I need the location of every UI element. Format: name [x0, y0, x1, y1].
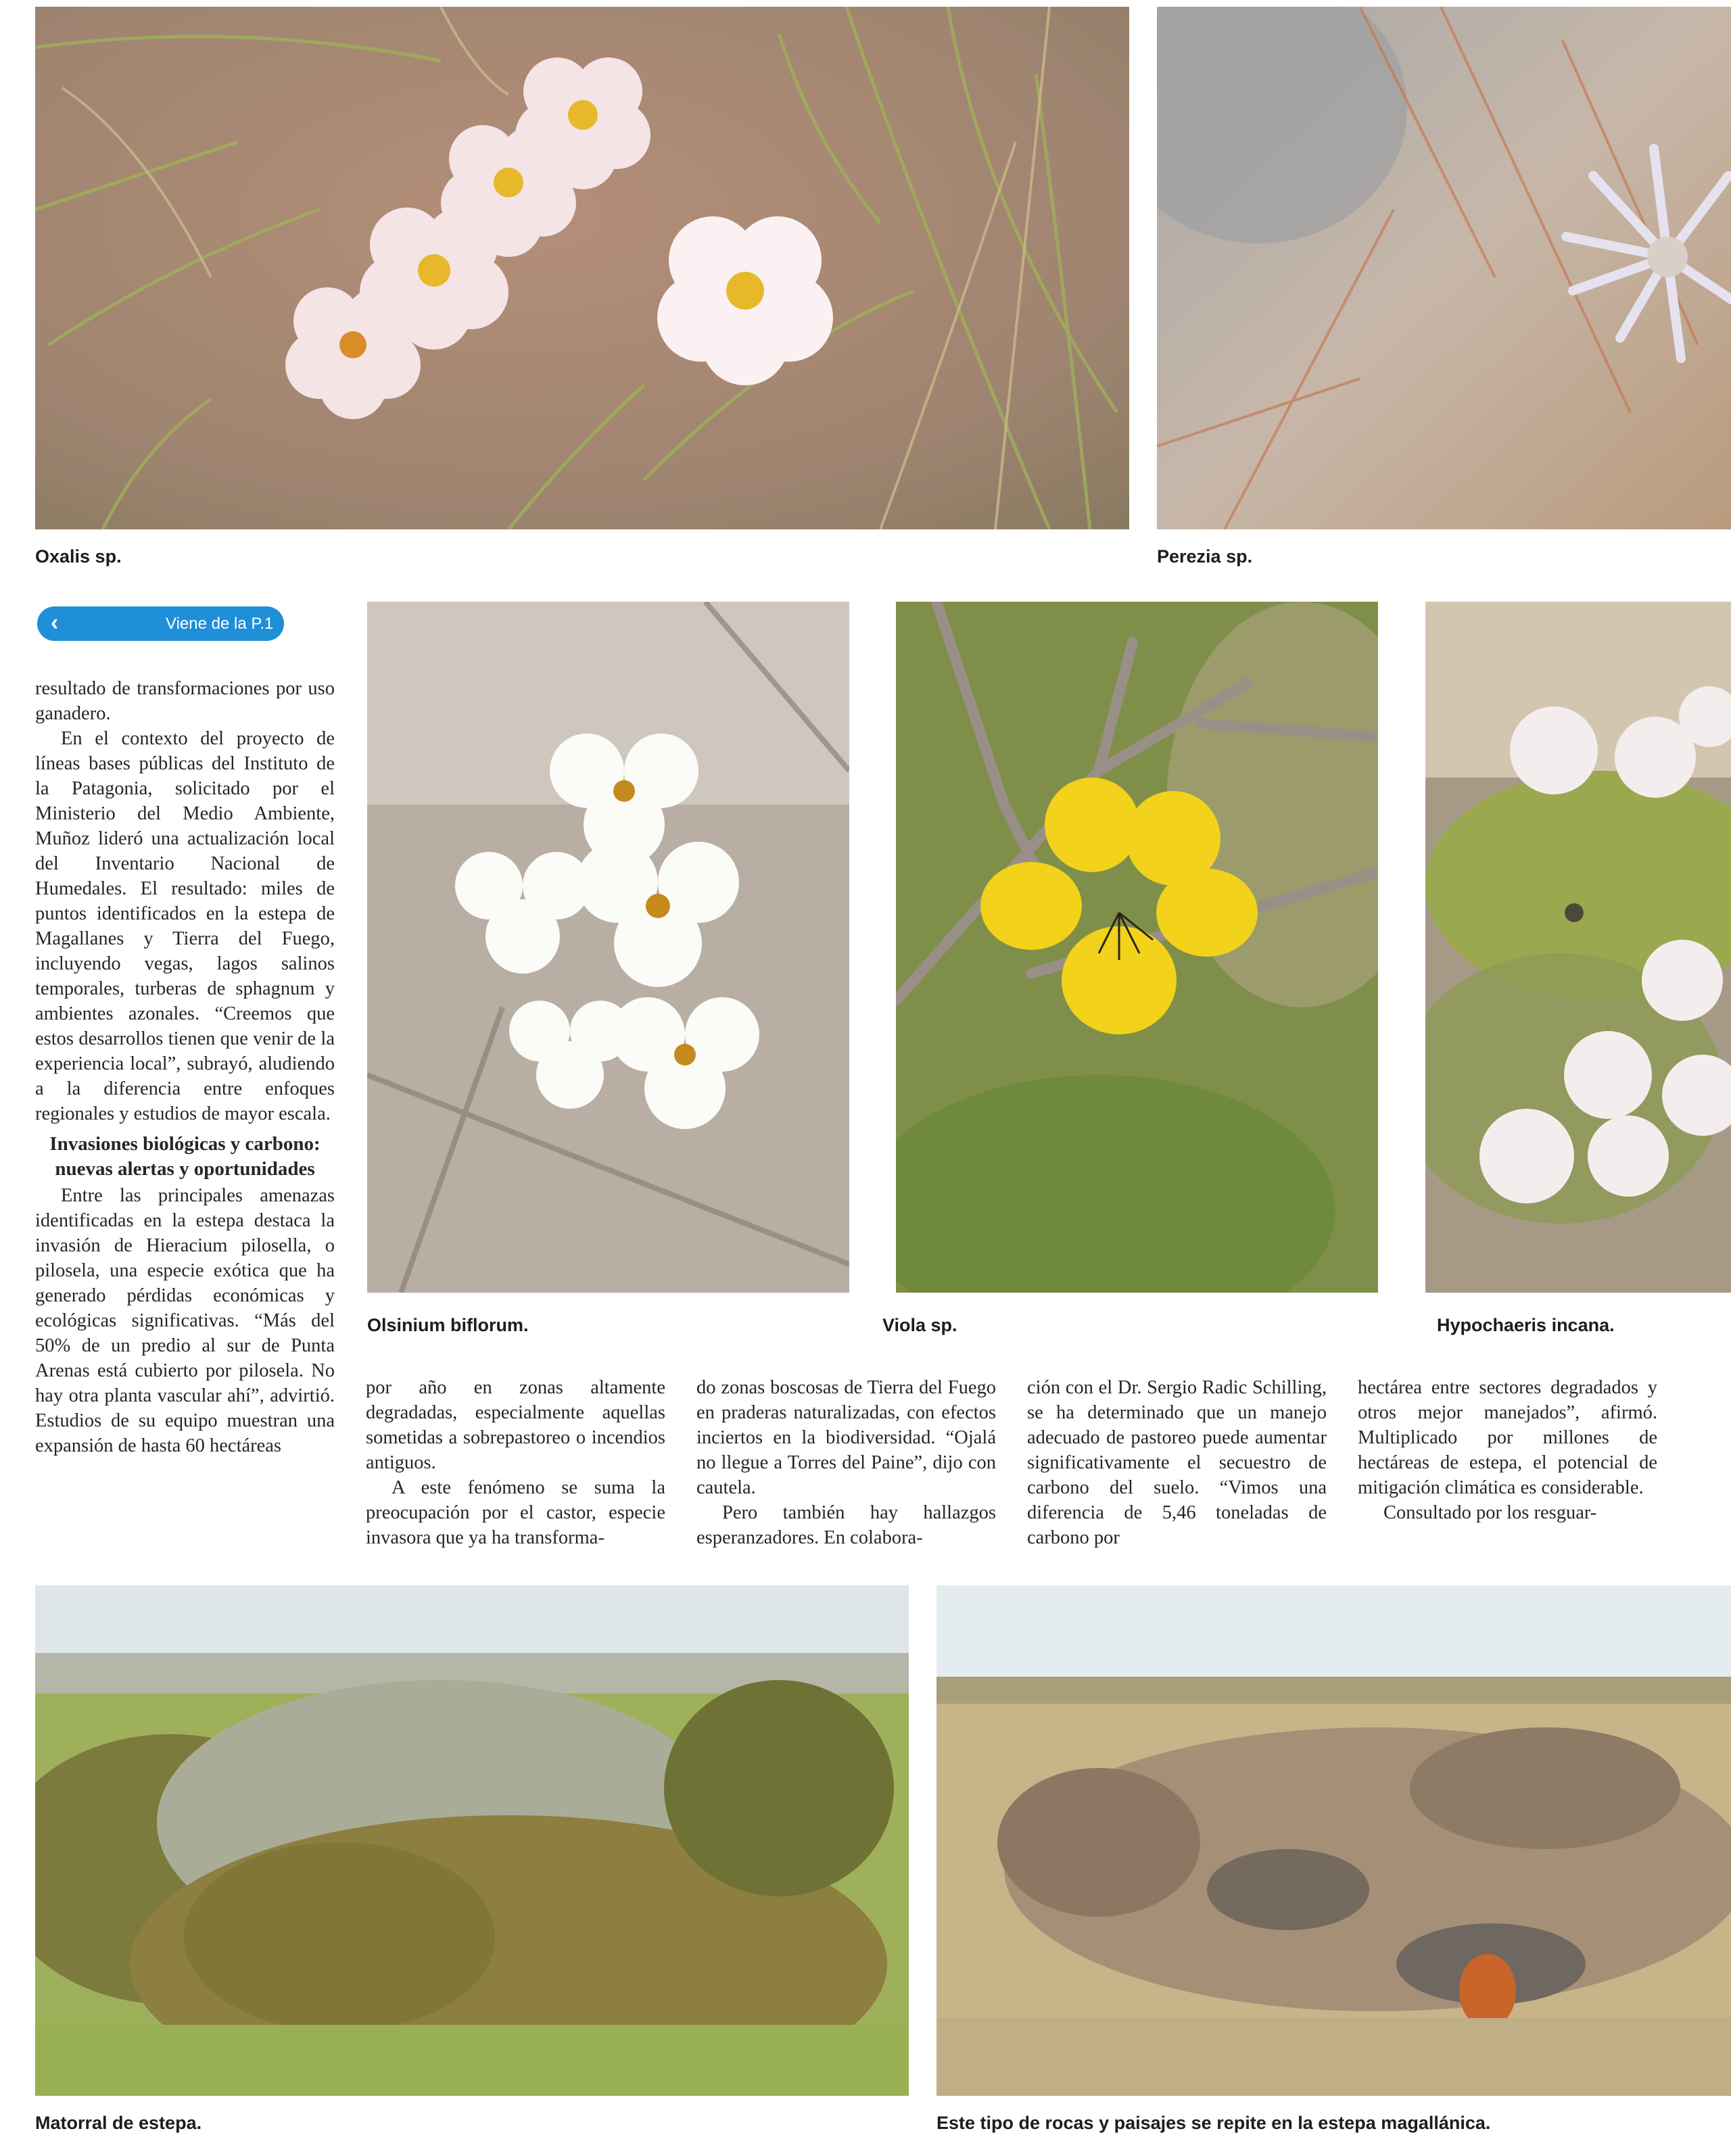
caption-olsinium: Olsinium biflorum. — [367, 1315, 529, 1335]
article-paragraph: do zonas boscosas de Tierra del Fuego en praderas naturalizadas, con efectos inciertos en la biodiversidad. “Ojalá no llegue a Torres del Paine”, dijo con cautela. — [696, 1377, 996, 1498]
article-paragraph: Pero también hay hallazgos esperanzadores. En colabora- — [696, 1502, 996, 1548]
article-paragraph: por año en zonas altamente degradadas, especialmente aquellas sometidas a sobrepastoreo o incendios antiguos. — [366, 1377, 665, 1473]
article-paragraph: A este fenómeno se suma la preocupación por el castor, especie invasora que ya ha transforma- — [366, 1477, 665, 1548]
article-paragraph: Entre las principales amenazas identificadas en la estepa destaca la invasión de Hieracium pilosella, o pilosela, una especie exótica que ha generado pérdidas económicas y ecológicas significativas. “Más del 50% de un predio al sur de Punta Arenas está cubierto por pilosela. No hay otra planta vascular ahí”, advirtió. Estudios de su equipo muestran una expansión de hasta 60 hectáreas — [35, 1185, 335, 1456]
caption-oxalis: Oxalis sp. — [35, 546, 122, 567]
olsinium-photo — [367, 602, 849, 1293]
article-subhead: Invasiones biológicas y carbono: nuevas alertas y oportunidades — [49, 1133, 321, 1180]
article-column-3 — [696, 1375, 996, 1550]
caption-rocas: Este tipo de rocas y paisajes se repite en la estepa magallánica. — [936, 2113, 1491, 2133]
chevron-left-icon: ‹ — [51, 610, 59, 636]
caption-hypochaeris: Hypochaeris incana. — [1437, 1315, 1615, 1335]
caption-viola: Viola sp. — [882, 1315, 957, 1335]
article-paragraph: Consultado por los resguar- — [1383, 1502, 1597, 1523]
article-column-5 — [1358, 1375, 1657, 1525]
article-column-4 — [1027, 1375, 1327, 1550]
article-column-1 — [35, 676, 335, 1458]
caption-matorral: Matorral de estepa. — [35, 2113, 202, 2133]
article-paragraph: resultado de transformaciones por uso ganadero. — [35, 678, 335, 724]
article-paragraph: ción con el Dr. Sergio Radic Schilling, se ha determinado que un manejo adecuado de pastoreo puede aumentar significativamente el secuestro de carbono del suelo. “Vimos una diferencia de 5,46 toneladas de carbono por — [1027, 1377, 1327, 1548]
back-link-label: Viene de la P.1 — [166, 615, 274, 633]
back-link-button[interactable] — [37, 606, 284, 641]
viola-photo — [896, 602, 1378, 1293]
article-paragraph: En el contexto del proyecto de líneas bases públicas del Instituto de la Patagonia, solicitado por el Ministerio del Medio Ambiente, Muñoz lideró una actualización local del Inventario Nacional de Humedales. El resultado: miles de puntos identificados en la estepa de Magallanes y Tierra del Fuego, incluyendo vegas, lagos salinos temporales, turberas de sphagnum y ambientes azonales. “Creemos que estos desarrollos tienen que venir de la experiencia local”, subrayó, aludiendo a la diferencia entre enfoques regionales y estudios de mayor escala. — [35, 728, 335, 1124]
article-paragraph: hectárea entre sectores degradados y otros mejor manejados”, afirmó. Multiplicado por millones de hectáreas de estepa, el potencial de mitigación climática es considerable. — [1358, 1377, 1657, 1498]
perezia-photo — [1157, 7, 1731, 529]
oxalis-photo — [35, 7, 1129, 529]
hypochaeris-photo — [1425, 602, 1731, 1293]
matorral-photo — [35, 1585, 909, 2096]
rocas-photo — [936, 1585, 1731, 2096]
article-column-2 — [366, 1375, 665, 1550]
caption-perezia: Perezia sp. — [1157, 546, 1253, 567]
